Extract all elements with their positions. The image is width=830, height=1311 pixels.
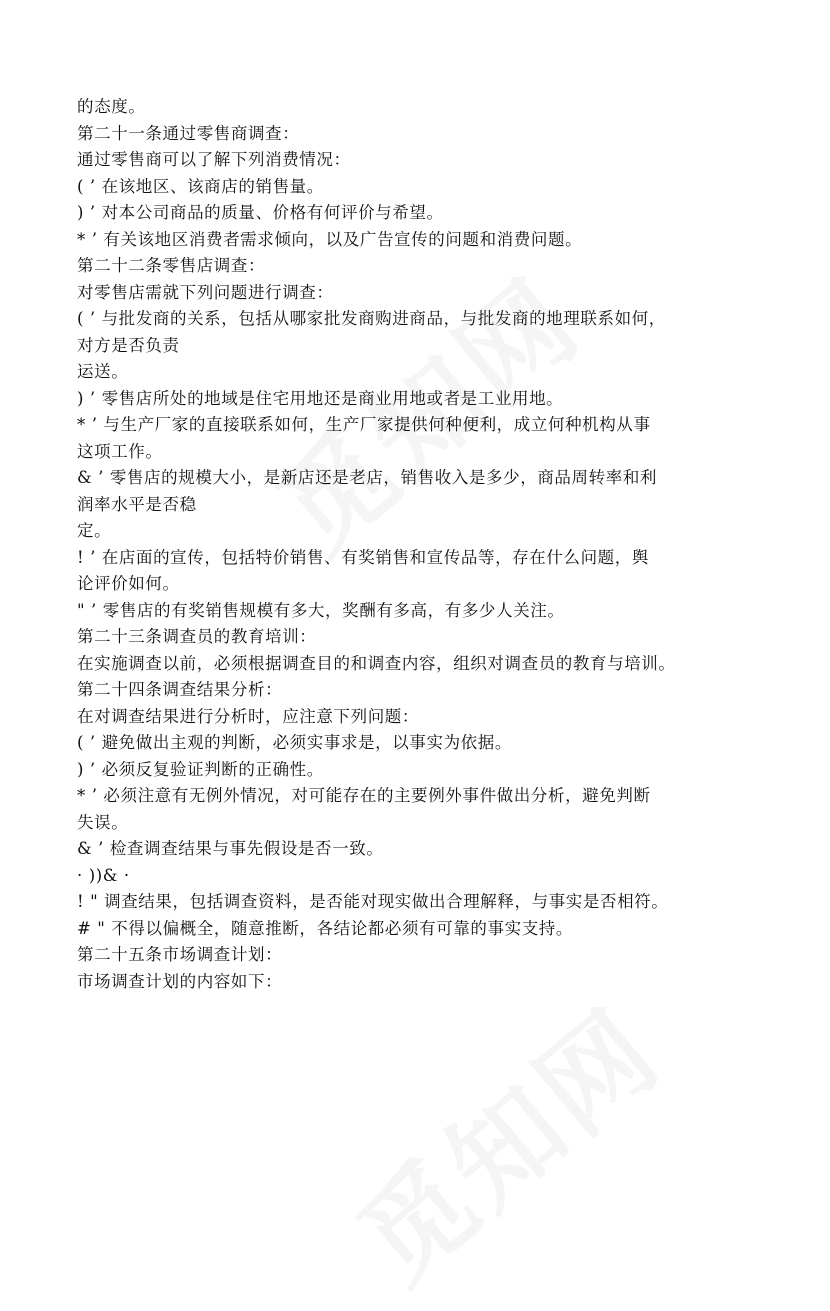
list-item: ( ’ 避免做出主观的判断，必须实事求是，以事实为依据。 xyxy=(77,733,512,752)
text-line: 论评价如何。 xyxy=(77,574,180,593)
text-line: 通过零售商可以了解下列消费情况： xyxy=(77,150,351,169)
text-line: 的态度。 xyxy=(77,97,146,116)
text-line: 润率水平是否稳 xyxy=(77,494,197,514)
list-item: ( ’ 在该地区、该商店的销售量。 xyxy=(77,176,324,196)
section-heading: 第二十三条调查员的教育培训： xyxy=(77,627,317,646)
section-heading: 第二十五条市场调查计划： xyxy=(77,945,283,964)
text-line: 在实施调查以前，必须根据调查目的和调查内容，组织对调查员的教育与培训。 xyxy=(77,653,676,673)
text-line: 这项工作。 xyxy=(77,441,163,461)
list-item: ) ’ 零售店所处的地域是住宅用地还是商业用地或者是工业用地。 xyxy=(77,388,564,408)
list-item: * ’ 与生产厂家的直接联系如何，生产厂家提供何种便利，成立何种机构从事 xyxy=(77,415,651,434)
list-item: & ’ 检查调查结果与事先假设是否一致。 xyxy=(77,839,384,858)
text-line: 对方是否负责 xyxy=(77,335,180,355)
text-line: 对零售店需就下列问题进行调查： xyxy=(77,282,334,302)
list-item: * ’ 必须注意有无例外情况，对可能存在的主要例外事件做出分析，避免判断 xyxy=(77,786,651,805)
text-line: 定。 xyxy=(77,521,112,540)
list-item: ! " 调查结果，包括调查资料，是否能对现实做出合理解释，与事实是否相符。 xyxy=(77,892,669,911)
text-line: 在对调查结果进行分析时，应注意下列问题： xyxy=(77,706,419,726)
list-item: ( ’ 与批发商的关系，包括从哪家批发商购进商品，与批发商的地理联系如何， xyxy=(77,309,666,328)
watermark xyxy=(320,967,688,1311)
list-item: ) ’ 对本公司商品的质量、价格有何评价与希望。 xyxy=(77,203,444,222)
text-line: 运送。 xyxy=(77,362,129,381)
section-heading: 第二十一条通过零售商调查： xyxy=(77,123,300,143)
text-line: · ))& · xyxy=(77,865,130,885)
text-line: 失误。 xyxy=(77,812,129,832)
list-item: * ’ 有关该地区消费者需求倾向，以及广告宣传的问题和消费问题。 xyxy=(77,229,583,249)
section-heading: 第二十二条零售店调查： xyxy=(77,256,266,275)
section-heading: 第二十四条调查结果分析： xyxy=(77,680,283,699)
list-item: & ’ 零售店的规模大小，是新店还是老店，销售收入是多少，商品周转率和利 xyxy=(77,468,658,487)
list-item: ) ’ 必须反复验证判断的正确性。 xyxy=(77,759,324,779)
text-line: 市场调查计划的内容如下： xyxy=(77,971,283,991)
list-item: ! ’ 在店面的宣传，包括特价销售、有奖销售和宣传品等，存在什么问题，舆 xyxy=(77,547,649,567)
list-item: " ’ 零售店的有奖销售规模有多大，奖酬有多高，有多少人关注。 xyxy=(77,600,565,620)
list-item: # " 不得以偏概全，随意推断，各结论都必须有可靠的事实支持。 xyxy=(77,918,574,938)
document-body xyxy=(77,94,767,995)
